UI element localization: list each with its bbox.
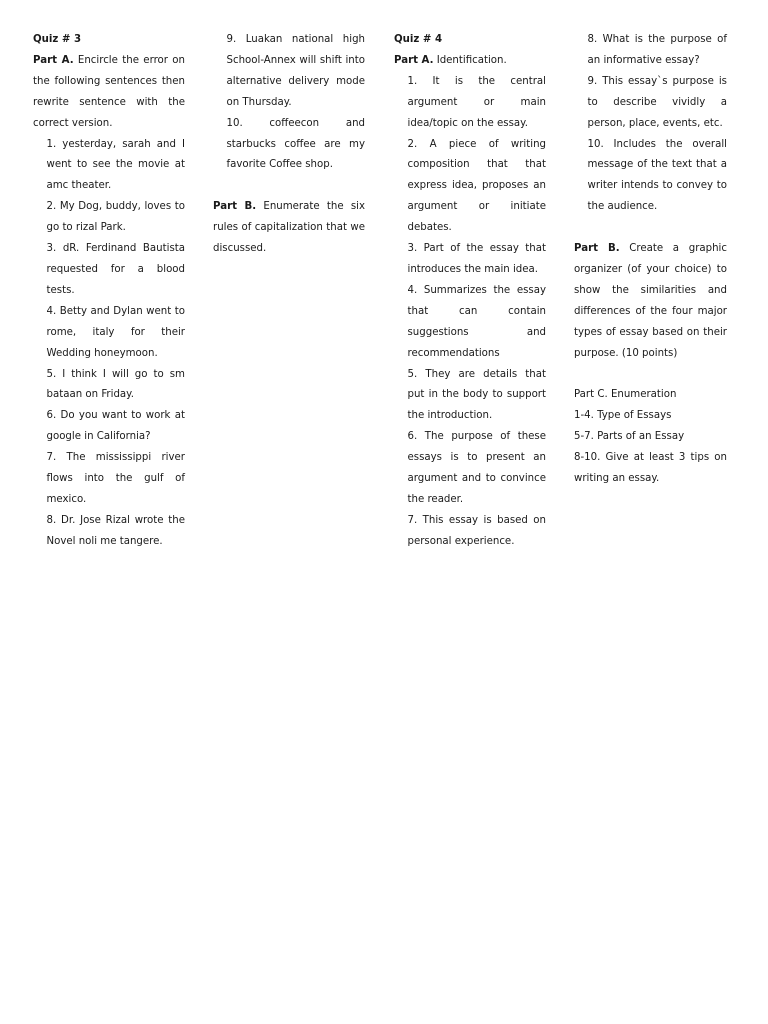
- quiz4-title: Quiz # 4: [394, 34, 443, 45]
- quiz4-item-10: 10. Includes the overall message of the text that a writer intends to convey to the audience.: [587, 138, 727, 213]
- quiz4-part-c-title: Part C. Enumeration: [574, 389, 677, 401]
- quiz4-part-b-label: Part B.: [574, 243, 620, 255]
- quiz4-item-6: 6. The purpose of these essays is to present an argument and to convince the reader.: [407, 431, 546, 505]
- quiz3-item-6: 6. Do you want to work at google in California?: [46, 410, 185, 443]
- quiz4-item-3: 3. Part of the essay that introduces the main idea.: [407, 243, 546, 275]
- quiz4-item-2: 2. A piece of writing composition that that express idea, proposes an argument or initiate debates.: [407, 138, 546, 234]
- quiz3-item-4: 4. Betty and Dylan went to rome, italy for their Wedding honeymoon.: [46, 305, 185, 359]
- quiz3-item-9: 9. Luakan national high School-Annex will shift into alternative delivery mode on Thursday.: [226, 34, 365, 108]
- quiz3-item-10: 10. coffeecon and starbucks coffee are my favorite Coffee shop.: [226, 117, 365, 171]
- quiz3-item-2: 2. My Dog, buddy, loves to go to rizal Park.: [46, 201, 185, 234]
- quiz3-item-7: 7. The mississippi river flows into the gulf of mexico.: [46, 452, 185, 505]
- quiz3-part-a-instructions: Part A. Encircle the error on the following sentences then rewrite sentence with the correct version.: [33, 54, 186, 129]
- quiz3-item-3: 3. dR. Ferdinand Bautista requested for a blood tests.: [46, 243, 185, 296]
- quiz3-item-5: 5. I think I will go to sm bataan on Friday.: [46, 368, 185, 401]
- quiz4-part-b-instructions: Part B. Create a graphic organizer (of your choice) to show the similarities and differences of the four major types of essay based on their purpose. (10 points): [574, 243, 727, 359]
- quiz4-item-5: 5. They are details that put in the body to support the introduction.: [407, 368, 546, 422]
- spacer: [213, 176, 365, 197]
- quiz3-item-8: 8. Dr. Jose Rizal wrote the Novel noli me tangere.: [46, 514, 185, 547]
- quiz4-item-9: 9. This essay`s purpose is to describe vividly a person, place, events, etc.: [587, 75, 727, 129]
- quiz4-part-c-item-1: 1-4. Type of Essays: [574, 410, 672, 422]
- quiz3-part-b-instructions: Part B. Enumerate the six rules of capitalization that we discussed.: [213, 201, 365, 255]
- quiz4-column-2: [574, 30, 727, 490]
- quiz3-part-a-label: Part A.: [33, 54, 74, 66]
- quiz4-item-8: 8. What is the purpose of an informative essay?: [587, 34, 727, 66]
- quiz4-part-c-item-2: 5-7. Parts of an Essay: [574, 431, 685, 443]
- spacer: [574, 364, 727, 385]
- quiz4-part-a-label: Part A.: [394, 54, 434, 66]
- quiz4-part-a-instructions: Part A. Identification.: [394, 54, 507, 66]
- quiz3-title: Quiz # 3: [33, 34, 82, 45]
- spacer: [574, 218, 727, 239]
- quiz3-part-b-label: Part B.: [213, 201, 257, 213]
- quiz4-item-1: 1. It is the central argument or main idea/topic on the essay.: [407, 75, 546, 129]
- quiz3-column-1: [33, 30, 185, 553]
- quiz3-item-1: 1. yesterday, sarah and I went to see the movie at amc theater.: [46, 138, 185, 192]
- quiz4-item-7: 7. This essay is based on personal experience.: [407, 514, 546, 547]
- quiz3-column-2: [213, 30, 365, 260]
- quiz4-item-4: 4. Summarizes the essay that can contain suggestions and recommendations: [407, 284, 546, 359]
- quiz4-part-c-item-3: 8-10. Give at least 3 tips on writing an essay.: [574, 452, 727, 484]
- quiz4-column-1: [394, 30, 546, 553]
